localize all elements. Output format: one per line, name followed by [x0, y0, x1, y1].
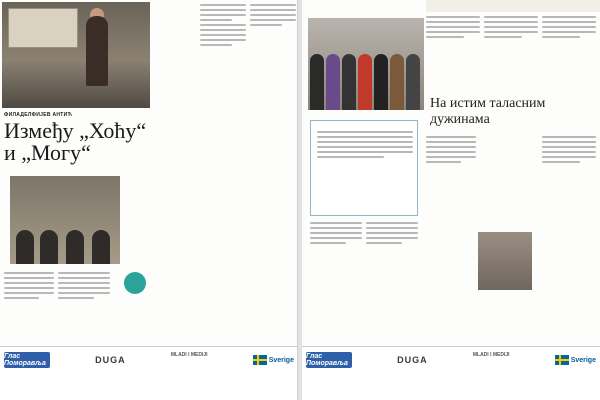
small-photo — [478, 232, 532, 290]
sverige-logo-text: Sverige — [268, 356, 294, 364]
audience-photo — [10, 176, 120, 264]
glas-logo-right: Глас Поморавља — [306, 352, 352, 368]
duga-logo-right: DUGA — [397, 355, 428, 365]
right-top-col-3 — [542, 16, 596, 41]
left-footer — [0, 346, 298, 400]
group-photo — [308, 18, 424, 110]
sverige-logo — [253, 352, 294, 368]
right-body-col-1 — [310, 222, 362, 247]
sverige-logo-right — [555, 352, 596, 368]
right-body-col-2 — [366, 222, 418, 247]
pull-quote-box — [310, 120, 418, 216]
right-page-header — [426, 0, 600, 12]
right-body-col-4 — [542, 136, 596, 166]
mladi-logo-text: MLADI I MEDIJI — [170, 352, 208, 358]
left-body-col-2 — [58, 272, 110, 302]
right-footer — [302, 346, 600, 400]
right-page-title: На истим таласним дужинама — [430, 96, 546, 127]
left-column-a — [200, 4, 246, 49]
footer-logos — [4, 350, 294, 370]
mladi-logo — [171, 352, 208, 368]
mladi-logo-right — [473, 352, 510, 368]
footer-logos-right — [306, 350, 596, 370]
sverige-logo-right-text: Sverige — [570, 356, 596, 364]
left-column-b — [250, 4, 296, 29]
byline: ФИЛАДЕЛФИЈЕВ АНТИЋ — [4, 112, 73, 118]
left-page — [0, 0, 298, 400]
right-page — [302, 0, 600, 400]
right-body-col-3 — [426, 136, 476, 166]
section-badge — [124, 272, 146, 294]
speaker-figure — [86, 16, 108, 86]
left-title-block — [4, 112, 154, 164]
left-body-col-1 — [4, 272, 54, 302]
lecture-photo — [2, 2, 150, 108]
pull-quote-lines — [317, 131, 413, 161]
swedish-flag-icon-right — [555, 355, 569, 365]
swedish-flag-icon — [253, 355, 267, 365]
right-top-col-1 — [426, 16, 480, 41]
duga-logo: DUGA — [95, 355, 126, 365]
right-top-col-2 — [484, 16, 538, 41]
mladi-logo-right-text: MLADI I MEDIJI — [472, 352, 510, 358]
presentation-board — [8, 8, 78, 48]
page-title: Између „Хоћу“ и „Могу“ — [4, 118, 147, 165]
glas-logo: Глас Поморавља — [4, 352, 50, 368]
